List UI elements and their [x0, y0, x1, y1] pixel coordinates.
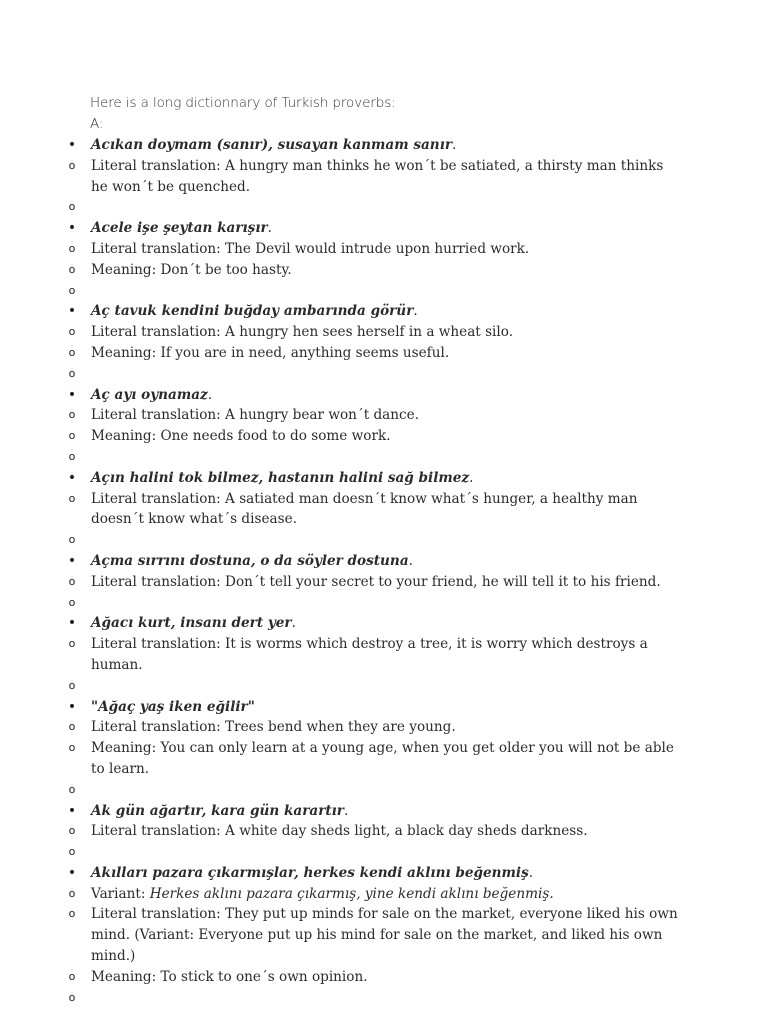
- circle-marker: o: [68, 845, 76, 859]
- bullet-marker: •: [67, 698, 77, 715]
- detail-text: Literal translation: A white day sheds light, a black day sheds darkness.: [91, 823, 588, 840]
- proverb-title: "Ağaç yaş iken eğilir": [91, 698, 255, 715]
- proverb-detail-row: [0, 343, 681, 364]
- proverb-detail-row: [0, 717, 681, 738]
- circle-marker: o: [68, 200, 76, 214]
- circle-marker: o: [68, 158, 76, 172]
- proverb-title: Aç ayı oynamaz: [91, 386, 208, 403]
- empty-list-item: [0, 197, 681, 218]
- proverb-title: Açın halini tok bilmez, hastanın halini sağ bilmez: [91, 469, 470, 486]
- circle-marker: o: [68, 533, 76, 547]
- detail-text: Meaning: One needs food to do some work.: [91, 428, 391, 445]
- empty-list-item: [0, 842, 681, 863]
- bullet-marker: •: [67, 220, 77, 237]
- bullet-marker: •: [67, 469, 77, 486]
- proverb-detail-row: [0, 821, 681, 842]
- empty-list-item: [0, 593, 681, 614]
- circle-marker: o: [68, 408, 76, 422]
- proverb-title-row: [0, 135, 681, 156]
- empty-list-item: [0, 447, 681, 468]
- proverb-title-row: [0, 218, 681, 239]
- proverb-title-row: [0, 801, 681, 822]
- detail-text: Literal translation: Trees bend when they are young.: [91, 719, 456, 736]
- title-period: .: [452, 137, 457, 153]
- bullet-marker: •: [67, 303, 77, 320]
- title-period: .: [291, 615, 296, 632]
- detail-text: Literal translation: The Devil would intrude upon hurried work.: [91, 240, 530, 257]
- circle-marker: o: [68, 741, 76, 755]
- circle-marker: o: [68, 262, 76, 276]
- proverb-title-row: [0, 551, 681, 572]
- title-period: .: [469, 469, 474, 486]
- circle-marker: o: [68, 429, 76, 443]
- circle-marker: o: [68, 241, 76, 255]
- title-period: .: [267, 220, 272, 237]
- circle-marker: o: [68, 678, 76, 692]
- proverb-title-row: [0, 301, 681, 322]
- variant-label: Variant:: [91, 885, 150, 902]
- circle-marker: o: [68, 990, 76, 1004]
- circle-marker: o: [68, 969, 76, 983]
- detail-text: Meaning: To stick to one´s own opinion.: [91, 968, 368, 985]
- circle-marker: o: [68, 782, 76, 796]
- bullet-marker: •: [67, 552, 77, 569]
- circle-marker: o: [68, 886, 76, 900]
- proverb-detail-row: [0, 156, 681, 198]
- detail-text: Literal translation: A hungry bear won´t dance.: [91, 407, 420, 424]
- detail-text: Literal translation: A hungry man thinks he won´t be satiated, a thirsty man thinks he won´t be quenched.: [91, 157, 664, 195]
- detail-text: Meaning: If you are in need, anything seems useful.: [91, 344, 450, 361]
- empty-list-item: [0, 988, 681, 1009]
- proverb-title-row: [0, 468, 681, 489]
- proverb-detail-row: [0, 405, 681, 426]
- proverb-detail-row: [0, 322, 681, 343]
- proverb-title: Aç tavuk kendini buğday ambarında görür: [91, 303, 414, 320]
- bullet-marker: •: [67, 386, 77, 403]
- title-period: .: [343, 802, 349, 819]
- proverb-detail-row: [0, 634, 681, 676]
- bullet-marker: •: [67, 137, 77, 153]
- proverb-title-row: [0, 385, 681, 406]
- circle-marker: o: [68, 366, 76, 380]
- intro-text: Here is a long dictionnary of Turkish proverbs:: [90, 95, 396, 111]
- proverb-title: Ak gün ağartır, kara gün karartır: [91, 802, 344, 819]
- empty-list-item: [0, 676, 681, 697]
- proverb-detail-row: [0, 884, 681, 905]
- circle-marker: o: [68, 720, 76, 734]
- bullet-marker: •: [67, 615, 77, 632]
- circle-marker: o: [68, 325, 76, 339]
- proverb-title: Akılları pazara çıkarmışlar, herkes kendi aklını beğenmiş: [91, 864, 529, 881]
- proverb-detail-row: [0, 738, 681, 780]
- detail-text: Literal translation: A hungry hen sees herself in a wheat silo.: [91, 324, 514, 341]
- detail-text: Literal translation: It is worms which destroy a tree, it is worry which destroys a human.: [91, 636, 648, 673]
- detail-text: Literal translation: They put up minds for sale on the market, everyone liked his own mind. (Variant: Everyone put up his mind for sale on the market, and liked his own mind.): [91, 906, 678, 965]
- intro-letter: A:: [90, 116, 104, 132]
- detail-text: Literal translation: Don´t tell your secret to your friend, he will tell it to his friend.: [91, 573, 661, 590]
- proverb-title: Acıkan doymam (sanır), susayan kanmam sanır: [91, 137, 453, 153]
- circle-marker: o: [68, 449, 76, 463]
- title-period: .: [413, 303, 418, 320]
- proverb-detail-row: [0, 489, 681, 531]
- proverb-title-row: [0, 697, 681, 718]
- empty-list-item: [0, 780, 681, 801]
- title-period: .: [528, 864, 534, 881]
- proverb-title-row: [0, 613, 681, 634]
- bullet-marker: •: [67, 802, 77, 819]
- proverb-detail-row: [0, 572, 681, 593]
- title-period: .: [207, 386, 213, 403]
- detail-text: Meaning: You can only learn at a young age, when you get older you will not be able to learn.: [91, 740, 674, 777]
- detail-text: Literal translation: A satiated man doesn´t know what´s hunger, a healthy man doesn´t know what´s disease.: [91, 490, 638, 528]
- proverb-detail-row: [0, 260, 681, 281]
- circle-marker: o: [68, 824, 76, 838]
- proverb-title: Acele işe şeytan karışır: [91, 220, 268, 237]
- proverb-detail-row: [0, 967, 681, 988]
- title-period: .: [408, 552, 413, 569]
- circle-marker: o: [68, 574, 76, 588]
- proverb-list: [0, 135, 768, 1008]
- circle-marker: o: [68, 491, 76, 505]
- circle-marker: o: [68, 907, 76, 921]
- proverb-title: Açma sırrını dostuna, o da söyler dostuna: [91, 552, 409, 569]
- detail-text: Meaning: Don´t be too hasty.: [91, 261, 292, 278]
- proverb-detail-row: [0, 904, 681, 966]
- circle-marker: o: [68, 283, 76, 297]
- proverb-detail-row: [0, 239, 681, 260]
- circle-marker: o: [68, 595, 76, 609]
- bullet-marker: •: [67, 864, 77, 881]
- empty-list-item: [0, 281, 681, 302]
- circle-marker: o: [68, 345, 76, 359]
- empty-list-item: [0, 530, 681, 551]
- proverb-title: Ağacı kurt, insanı dert yer: [91, 615, 292, 632]
- empty-list-item: [0, 364, 681, 385]
- variant-text: Herkes aklını pazara çıkarmış, yine kendi aklını beğenmiş.: [149, 885, 554, 902]
- proverb-detail-row: [0, 426, 681, 447]
- proverb-title-row: [0, 863, 681, 884]
- circle-marker: o: [68, 637, 76, 651]
